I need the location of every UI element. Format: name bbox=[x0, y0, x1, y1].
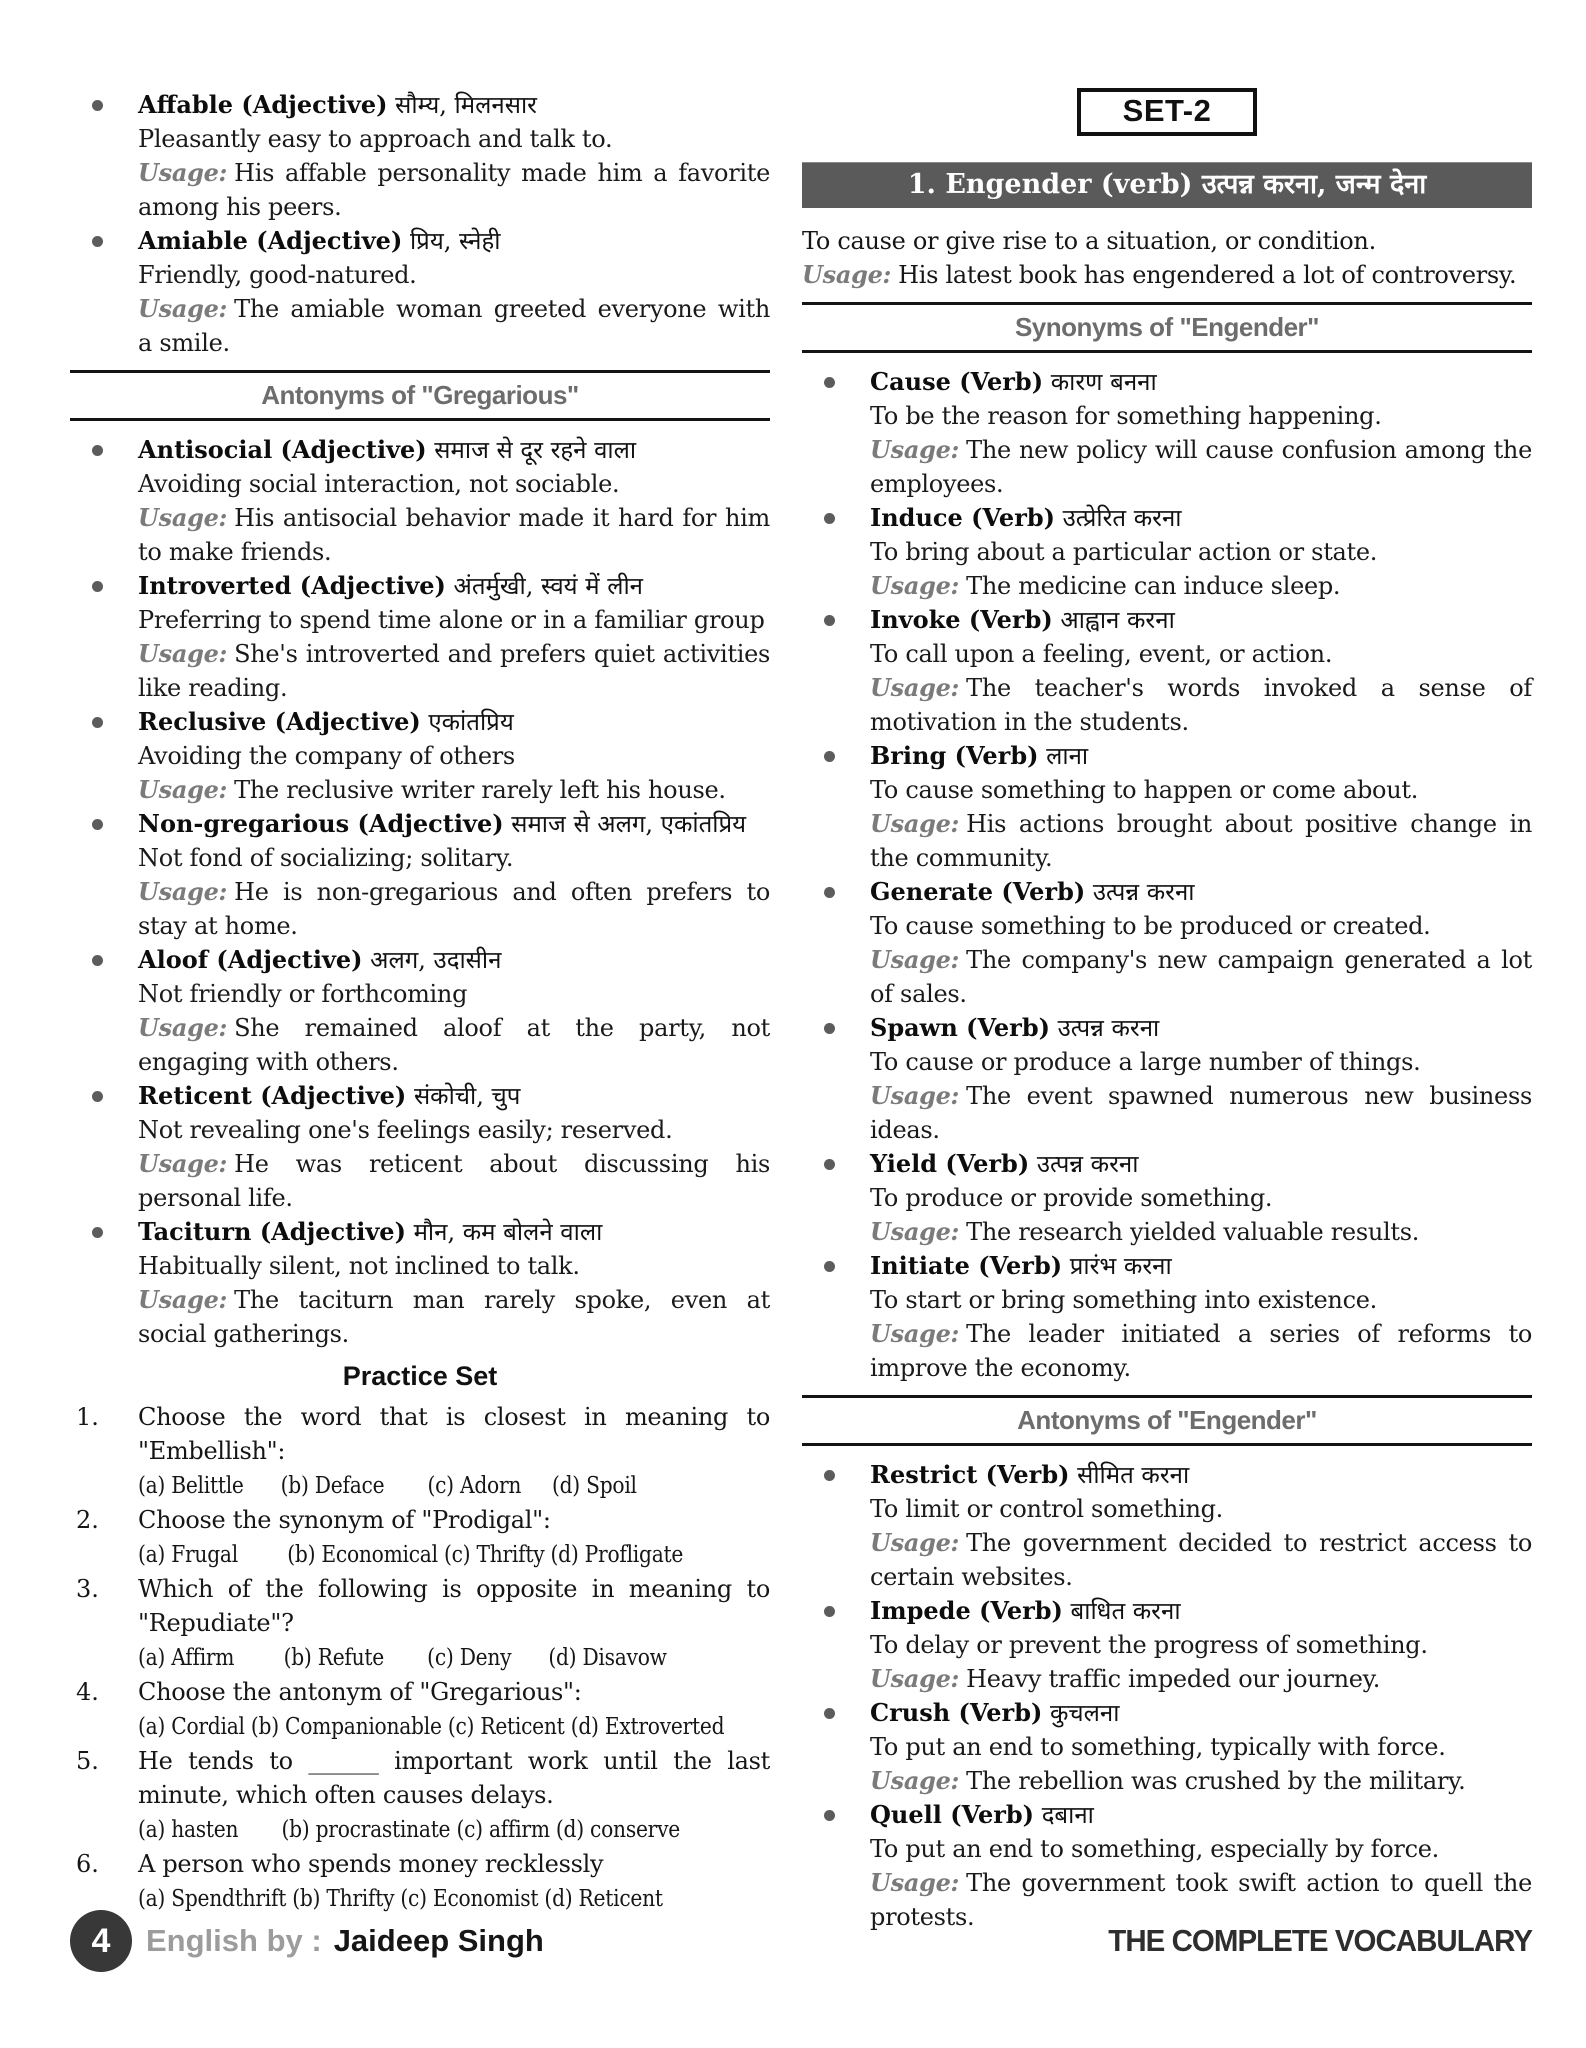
page-footer bbox=[70, 1910, 1532, 1972]
vocab-entry bbox=[70, 1215, 770, 1351]
entry-hindi: उत्पन्न करना bbox=[1036, 1150, 1139, 1178]
section-title: Antonyms of "Engender" bbox=[1017, 1405, 1317, 1435]
entry-hindi: अंतर्मुखी, स्वयं में लीन bbox=[453, 572, 644, 600]
usage-text: The medicine can induce sleep. bbox=[966, 572, 1341, 600]
bullet-icon bbox=[824, 1023, 835, 1034]
bullet-icon bbox=[92, 1227, 103, 1238]
vocab-entry bbox=[70, 705, 770, 807]
byline-prefix: English by : bbox=[146, 1923, 322, 1958]
entry-definition: To bring about a particular action or state. bbox=[870, 538, 1378, 566]
vocab-entry bbox=[70, 1079, 770, 1215]
bullet-icon bbox=[824, 887, 835, 898]
bullet-icon bbox=[824, 513, 835, 524]
usage-label: Usage: bbox=[870, 1081, 960, 1110]
question-options: (a) Affirm (b) Refute (c) Deny (d) Disavow bbox=[138, 1645, 667, 1671]
entry-headline bbox=[870, 1696, 1532, 1730]
vocab-entry bbox=[802, 603, 1532, 739]
usage-label: Usage: bbox=[870, 1766, 960, 1795]
usage-label: Usage: bbox=[138, 775, 228, 804]
usage-label: Usage: bbox=[138, 639, 228, 668]
question-options-row bbox=[138, 1709, 770, 1744]
usage-text: The taciturn man rarely spoke, even at social gatherings. bbox=[138, 1286, 770, 1348]
entry-usage bbox=[138, 1283, 770, 1351]
footer-byline bbox=[70, 1910, 544, 1972]
book-title: THE COMPLETE VOCABULARY bbox=[1108, 1923, 1532, 1958]
vocab-entry bbox=[802, 1011, 1532, 1147]
question-text: Which of the following is opposite in meaning to "Repudiate"? bbox=[138, 1575, 770, 1637]
headword-bar: 1. Engender (verb) उत्पन्न करना, जन्म देना bbox=[802, 162, 1532, 208]
question-number: 1. bbox=[76, 1403, 99, 1431]
entry-headline bbox=[870, 501, 1532, 535]
bullet-icon bbox=[824, 615, 835, 626]
usage-text: The rebellion was crushed by the military. bbox=[966, 1767, 1466, 1795]
question-number: 4. bbox=[76, 1678, 99, 1706]
entry-headline bbox=[138, 705, 770, 739]
usage-text: She remained aloof at the party, not engaging with others. bbox=[138, 1014, 770, 1076]
usage-text: The leader initiated a series of reforms to improve the economy. bbox=[870, 1320, 1532, 1382]
entry-hindi: उत्पन्न करना bbox=[1057, 1014, 1160, 1042]
entry-definition: Avoiding social interaction, not sociable. bbox=[138, 470, 620, 498]
bullet-icon bbox=[92, 955, 103, 966]
entry-definition: To cause something to happen or come about. bbox=[870, 776, 1419, 804]
entry-usage bbox=[138, 292, 770, 360]
entry-word: Aloof (Adjective) bbox=[138, 945, 363, 974]
usage-text: The teacher's words invoked a sense of motivation in the students. bbox=[870, 674, 1532, 736]
usage-text: He is non-gregarious and often prefers to stay at home. bbox=[138, 878, 770, 940]
entry-hindi: दबाना bbox=[1041, 1801, 1094, 1829]
question-number: 6. bbox=[76, 1850, 99, 1878]
usage-label: Usage: bbox=[138, 1013, 228, 1042]
practice-question bbox=[70, 1572, 770, 1675]
entry-headline bbox=[870, 1249, 1532, 1283]
bullet-icon bbox=[824, 751, 835, 762]
entry-word: Yield (Verb) bbox=[870, 1149, 1030, 1178]
entry-hindi: समाज से अलग, एकांतप्रिय bbox=[511, 810, 747, 838]
entry-usage bbox=[870, 1215, 1532, 1249]
entry-definition: Friendly, good-natured. bbox=[138, 261, 417, 289]
question-options: (a) Cordial (b) Companionable (c) Reticent (d) Extroverted bbox=[138, 1714, 725, 1740]
entry-headline bbox=[870, 1147, 1532, 1181]
vocab-entry bbox=[802, 875, 1532, 1011]
section-header-synonyms-engender bbox=[802, 302, 1532, 353]
entry-usage bbox=[870, 569, 1532, 603]
question-text: Choose the synonym of "Prodigal": bbox=[138, 1506, 551, 1534]
entry-headline bbox=[870, 1594, 1532, 1628]
entry-definition: Not revealing one's feelings easily; reserved. bbox=[138, 1116, 673, 1144]
bullet-icon bbox=[92, 236, 103, 247]
vocab-entry bbox=[802, 1249, 1532, 1385]
practice-question bbox=[70, 1744, 770, 1847]
entry-definition: To call upon a feeling, event, or action. bbox=[870, 640, 1333, 668]
entry-usage bbox=[870, 1317, 1532, 1385]
entry-headline bbox=[870, 1798, 1532, 1832]
entry-word: Crush (Verb) bbox=[870, 1698, 1043, 1727]
usage-label: Usage: bbox=[138, 877, 228, 906]
usage-label: Usage: bbox=[138, 503, 228, 532]
bullet-icon bbox=[824, 1470, 835, 1481]
usage-label: Usage: bbox=[870, 571, 960, 600]
question-number: 2. bbox=[76, 1506, 99, 1534]
vocab-entry bbox=[802, 1458, 1532, 1594]
set-box-row bbox=[802, 88, 1532, 136]
usage-text: Heavy traffic impeded our journey. bbox=[966, 1665, 1381, 1693]
entry-word: Non-gregarious (Adjective) bbox=[138, 809, 504, 838]
entry-word: Generate (Verb) bbox=[870, 877, 1086, 906]
entry-word: Cause (Verb) bbox=[870, 367, 1044, 396]
entry-usage bbox=[138, 875, 770, 943]
usage-text: The reclusive writer rarely left his house. bbox=[234, 776, 726, 804]
antonyms-gregarious-list bbox=[70, 433, 770, 1351]
usage-label: Usage: bbox=[802, 260, 892, 289]
usage-label: Usage: bbox=[870, 1319, 960, 1348]
usage-text: The research yielded valuable results. bbox=[966, 1218, 1420, 1246]
usage-text: The amiable woman greeted everyone with a smile. bbox=[138, 295, 770, 357]
question-options: (a) Spendthrift (b) Thrifty (c) Economist (d) Reticent bbox=[138, 1886, 663, 1912]
antonyms-engender-list bbox=[802, 1458, 1532, 1934]
question-number: 5. bbox=[76, 1747, 99, 1775]
practice-question bbox=[70, 1847, 770, 1916]
question-options-row bbox=[138, 1812, 770, 1847]
usage-label: Usage: bbox=[138, 1285, 228, 1314]
vocab-entry bbox=[70, 943, 770, 1079]
entry-hindi: समाज से दूर रहने वाला bbox=[434, 436, 637, 464]
vocab-entry bbox=[70, 807, 770, 943]
usage-text: His affable personality made him a favorite among his peers. bbox=[138, 159, 770, 221]
usage-text: The new policy will cause confusion among the employees. bbox=[870, 436, 1532, 498]
headword-usage bbox=[802, 258, 1532, 292]
entry-usage bbox=[870, 807, 1532, 875]
left-column bbox=[70, 88, 770, 1934]
vocab-entry bbox=[70, 224, 770, 360]
right-column bbox=[802, 88, 1532, 1934]
entry-definition: To produce or provide something. bbox=[870, 1184, 1273, 1212]
entry-usage bbox=[870, 1526, 1532, 1594]
section-title: Antonyms of "Gregarious" bbox=[261, 380, 579, 410]
entry-word: Induce (Verb) bbox=[870, 503, 1055, 532]
bullet-icon bbox=[824, 377, 835, 388]
entry-word: Antisocial (Adjective) bbox=[138, 435, 427, 464]
top-entry-list bbox=[70, 88, 770, 360]
usage-label: Usage: bbox=[870, 945, 960, 974]
entry-headline bbox=[138, 1079, 770, 1113]
entry-word: Affable (Adjective) bbox=[138, 90, 388, 119]
entry-hindi: आह्वान करना bbox=[1060, 606, 1175, 634]
entry-word: Impede (Verb) bbox=[870, 1596, 1063, 1625]
usage-text: The company's new campaign generated a lot of sales. bbox=[870, 946, 1532, 1008]
usage-text: She's introverted and prefers quiet activities like reading. bbox=[138, 640, 770, 702]
entry-hindi: एकांतप्रिय bbox=[428, 708, 514, 736]
bullet-icon bbox=[92, 819, 103, 830]
entry-word: Quell (Verb) bbox=[870, 1800, 1035, 1829]
entry-word: Restrict (Verb) bbox=[870, 1460, 1070, 1489]
entry-definition: Avoiding the company of others bbox=[138, 742, 515, 770]
vocab-entry bbox=[802, 1594, 1532, 1696]
entry-headline bbox=[138, 943, 770, 977]
entry-hindi: सौम्य, मिलनसार bbox=[395, 91, 537, 119]
entry-usage bbox=[138, 156, 770, 224]
entry-hindi: उत्पन्न करना bbox=[1092, 878, 1195, 906]
usage-label: Usage: bbox=[870, 1868, 960, 1897]
entry-usage bbox=[138, 773, 770, 807]
question-options: (a) Frugal (b) Economical (c) Thrifty (d) Profligate bbox=[138, 1542, 684, 1568]
bullet-icon bbox=[824, 1708, 835, 1719]
entry-headline bbox=[870, 1458, 1532, 1492]
entry-definition: To cause or produce a large number of things. bbox=[870, 1048, 1421, 1076]
entry-usage bbox=[870, 1764, 1532, 1798]
bullet-icon bbox=[824, 1159, 835, 1170]
entry-definition: Preferring to spend time alone or in a familiar group bbox=[138, 606, 765, 634]
entry-usage bbox=[138, 637, 770, 705]
vocab-entry bbox=[802, 501, 1532, 603]
usage-text: His actions brought about positive change in the community. bbox=[870, 810, 1532, 872]
bullet-icon bbox=[92, 717, 103, 728]
vocab-entry bbox=[70, 569, 770, 705]
entry-definition: Pleasantly easy to approach and talk to. bbox=[138, 125, 613, 153]
practice-question-list bbox=[70, 1400, 770, 1916]
vocab-entry bbox=[70, 433, 770, 569]
question-number: 3. bbox=[76, 1575, 99, 1603]
byline-name: Jaideep Singh bbox=[333, 1923, 544, 1958]
entry-definition: Not friendly or forthcoming bbox=[138, 980, 468, 1008]
entry-definition: To start or bring something into existence. bbox=[870, 1286, 1377, 1314]
bullet-icon bbox=[92, 1091, 103, 1102]
set-label: SET-2 bbox=[1077, 88, 1258, 136]
entry-word: Invoke (Verb) bbox=[870, 605, 1053, 634]
entry-definition: To be the reason for something happening. bbox=[870, 402, 1382, 430]
question-text: He tends to ______ important work until the last minute, which often causes delays. bbox=[138, 1747, 770, 1809]
entry-word: Taciturn (Adjective) bbox=[138, 1217, 406, 1246]
entry-usage bbox=[138, 501, 770, 569]
practice-question bbox=[70, 1400, 770, 1503]
entry-headline bbox=[138, 1215, 770, 1249]
headword-definition: To cause or give rise to a situation, or condition. bbox=[802, 227, 1376, 255]
entry-definition: To limit or control something. bbox=[870, 1495, 1224, 1523]
usage-text: The government decided to restrict access to certain websites. bbox=[870, 1529, 1532, 1591]
usage-label: Usage: bbox=[870, 1528, 960, 1557]
entry-hindi: अलग, उदासीन bbox=[370, 946, 502, 974]
entry-usage bbox=[138, 1011, 770, 1079]
question-text: Choose the antonym of "Gregarious": bbox=[138, 1678, 582, 1706]
entry-headline bbox=[138, 88, 770, 122]
entry-hindi: लाना bbox=[1046, 742, 1089, 770]
entry-word: Introverted (Adjective) bbox=[138, 571, 446, 600]
entry-headline bbox=[138, 433, 770, 467]
usage-label: Usage: bbox=[138, 1149, 228, 1178]
question-text: A person who spends money recklessly bbox=[138, 1850, 604, 1878]
usage-label: Usage: bbox=[870, 435, 960, 464]
usage-label: Usage: bbox=[870, 1664, 960, 1693]
question-options: (a) Belittle (b) Deface (c) Adorn (d) Spoil bbox=[138, 1473, 637, 1499]
usage-text: The government took swift action to quell the protests. bbox=[870, 1869, 1532, 1931]
entry-headline bbox=[870, 603, 1532, 637]
question-options-row bbox=[138, 1640, 770, 1675]
entry-hindi: प्रारंभ करना bbox=[1069, 1252, 1172, 1280]
entry-hindi: उत्प्रेरित करना bbox=[1062, 504, 1182, 532]
entry-headline bbox=[870, 365, 1532, 399]
bullet-icon bbox=[92, 445, 103, 456]
question-options-row bbox=[138, 1537, 770, 1572]
page-number-badge: 4 bbox=[70, 1910, 132, 1972]
usage-text: The event spawned numerous new business ideas. bbox=[870, 1082, 1532, 1144]
section-header-antonyms-gregarious bbox=[70, 370, 770, 421]
entry-usage bbox=[870, 1662, 1532, 1696]
entry-definition: To put an end to something, typically with force. bbox=[870, 1733, 1446, 1761]
vocab-entry bbox=[70, 88, 770, 224]
entry-word: Reticent (Adjective) bbox=[138, 1081, 407, 1110]
practice-set-title: Practice Set bbox=[342, 1361, 498, 1391]
entry-definition: To delay or prevent the progress of something. bbox=[870, 1631, 1428, 1659]
entry-word: Reclusive (Adjective) bbox=[138, 707, 421, 736]
entry-usage bbox=[870, 1079, 1532, 1147]
entry-headline bbox=[870, 875, 1532, 909]
usage-label: Usage: bbox=[138, 158, 228, 187]
entry-usage bbox=[870, 943, 1532, 1011]
bullet-icon bbox=[92, 581, 103, 592]
section-header-antonyms-engender bbox=[802, 1395, 1532, 1446]
section-title: Synonyms of "Engender" bbox=[1014, 312, 1320, 342]
entry-word: Spawn (Verb) bbox=[870, 1013, 1050, 1042]
entry-word: Initiate (Verb) bbox=[870, 1251, 1063, 1280]
question-options: (a) hasten (b) procrastinate (c) affirm (d) conserve bbox=[138, 1817, 680, 1843]
usage-label: Usage: bbox=[870, 809, 960, 838]
usage-label: Usage: bbox=[138, 294, 228, 323]
usage-label: Usage: bbox=[870, 1217, 960, 1246]
entry-usage bbox=[138, 1147, 770, 1215]
entry-definition: To cause something to be produced or created. bbox=[870, 912, 1431, 940]
practice-question bbox=[70, 1675, 770, 1744]
bullet-icon bbox=[824, 1810, 835, 1821]
vocab-entry bbox=[802, 365, 1532, 501]
entry-hindi: प्रिय, स्नेही bbox=[409, 227, 501, 255]
practice-question bbox=[70, 1503, 770, 1572]
vocab-entry bbox=[802, 739, 1532, 875]
entry-headline bbox=[138, 807, 770, 841]
entry-word: Bring (Verb) bbox=[870, 741, 1039, 770]
entry-word: Amiable (Adjective) bbox=[138, 226, 403, 255]
usage-text: He was reticent about discussing his personal life. bbox=[138, 1150, 770, 1212]
usage-text: His antisocial behavior made it hard for him to make friends. bbox=[138, 504, 770, 566]
entry-hindi: बाधित करना bbox=[1070, 1597, 1181, 1625]
vocab-entry bbox=[802, 1696, 1532, 1798]
bullet-icon bbox=[824, 1606, 835, 1617]
entry-definition: Not fond of socializing; solitary. bbox=[138, 844, 514, 872]
question-options-row bbox=[138, 1468, 770, 1503]
entry-definition: Habitually silent, not inclined to talk. bbox=[138, 1252, 580, 1280]
entry-headline bbox=[870, 739, 1532, 773]
entry-headline bbox=[138, 569, 770, 603]
entry-hindi: कुचलना bbox=[1049, 1699, 1120, 1727]
entry-usage bbox=[870, 433, 1532, 501]
entry-usage bbox=[870, 671, 1532, 739]
entry-hindi: कारण बनना bbox=[1050, 368, 1157, 396]
bullet-icon bbox=[824, 1261, 835, 1272]
entry-hindi: संकोची, चुप bbox=[413, 1082, 521, 1110]
usage-label: Usage: bbox=[870, 673, 960, 702]
entry-headline bbox=[138, 224, 770, 258]
entry-headline bbox=[870, 1011, 1532, 1045]
vocab-entry bbox=[802, 1147, 1532, 1249]
synonyms-engender-list bbox=[802, 365, 1532, 1385]
entry-hindi: मौन, कम बोलने वाला bbox=[413, 1218, 603, 1246]
question-text: Choose the word that is closest in meaning to "Embellish": bbox=[138, 1403, 770, 1465]
bullet-icon bbox=[92, 100, 103, 111]
entry-hindi: सीमित करना bbox=[1077, 1461, 1190, 1489]
entry-definition: To put an end to something, especially by force. bbox=[870, 1835, 1439, 1863]
usage-text: His latest book has engendered a lot of controversy. bbox=[898, 261, 1517, 289]
